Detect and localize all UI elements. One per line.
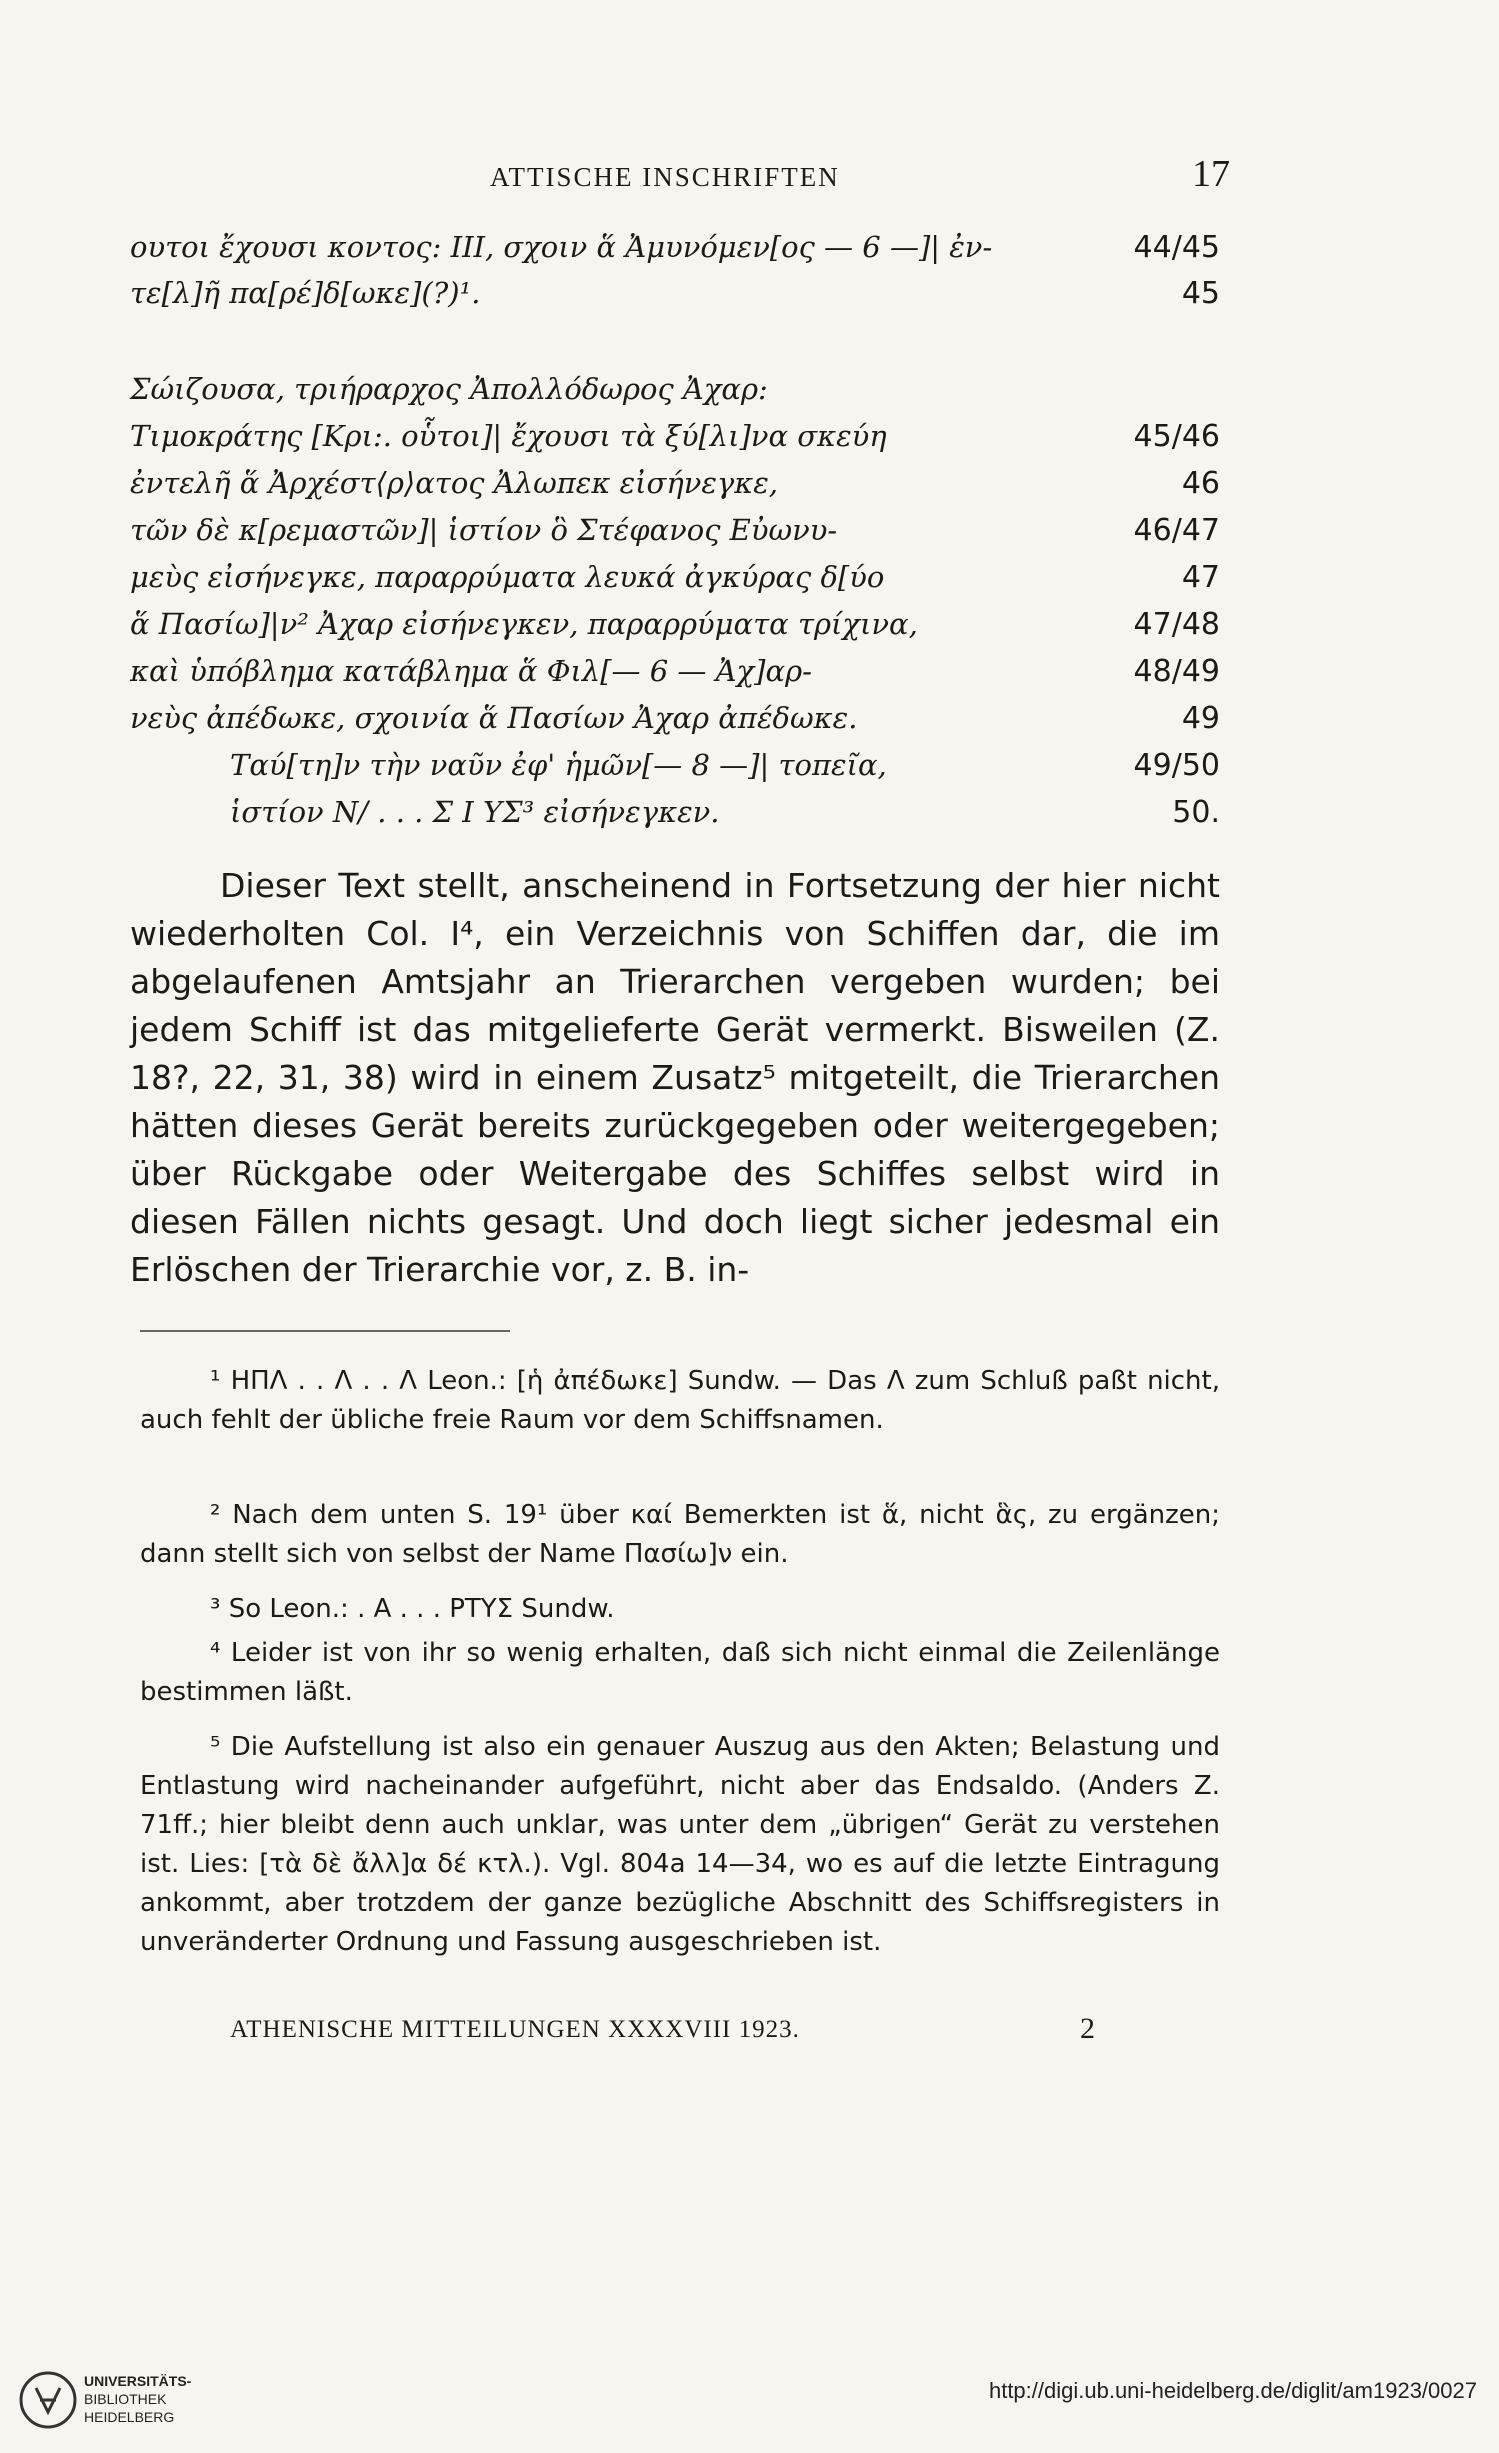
inscription-text: Ταύ[τη]ν τὴν ναῦν ἐφ' ἡμῶν[— 8 —]| τοπεῖα, bbox=[230, 748, 887, 782]
inscription-text: νεὺς ἀπέδωκε, σχοινία ἅ Πασίων Ἀχαρ ἀπέδωκε. bbox=[130, 701, 858, 735]
footnote-5: ⁵ Die Aufstellung ist also ein genauer Auszug aus den Akten; Belastung und Entlastung wird nacheinander aufgeführt, nicht aber das Endsaldo. (Anders Z. 71ff.; hier bleibt denn auch unklar, was unter dem „übrigen“ Gerät zu verstehen ist. Lies: [τὰ δὲ ἄλλ]α δέ κτλ.). Vgl. 804a 14—34, wo es auf die letzte Eintragung ankommt, aber trotzdem der ganze bezügliche Abschnitt des Schiffsregisters in unveränderter Ordnung und Fassung ausgeschrieben ist. bbox=[140, 1732, 1220, 1957]
inscription-text: ουτοι ἔχουσι κοντος: ΙΙΙ, σχοιν ἅ Ἀμυνόμεν[ος — 6 —]| ἐν- bbox=[130, 230, 993, 264]
inscription-text: τε[λ]ῆ πα[ρέ]δ[ωκε](?)¹. bbox=[130, 276, 481, 310]
inscription-line bbox=[130, 560, 1220, 606]
library-logo bbox=[18, 2366, 238, 2436]
footnote-3: ³ So Leon.: . Α . . . ΡΤΥΣ Sundw. bbox=[210, 1594, 615, 1624]
footnote-1: ¹ ΗΠΛ . . Λ . . Λ Leon.: [ἡ ἀπέδωκε] Sundw. — Das Λ zum Schluß paßt nicht, auch fehlt der übliche freie Raum vor dem Schiffsnamen. bbox=[140, 1366, 1220, 1435]
inscription-text: καὶ ὑπόβλημα κατάβλημα ἅ Φιλ[— 6 — Ἀχ]αρ- bbox=[130, 654, 812, 688]
inscription-line bbox=[130, 795, 1220, 841]
inscription-text: ἱστίον Ν/ . . . Σ Ι ΥΣ³ εἰσήνεγκεν. bbox=[230, 795, 720, 829]
journal-footer bbox=[230, 2012, 1130, 2045]
page-number: 17 bbox=[1192, 153, 1230, 195]
inscription-line bbox=[130, 230, 1220, 276]
inscription-text: τῶν δὲ κ[ρεμαστῶν]| ἱστίον ὃ Στέφανος Εὐωνυ- bbox=[130, 513, 838, 547]
inscription-line bbox=[130, 466, 1220, 512]
inscription-line bbox=[130, 607, 1220, 653]
line-number: 48/49 bbox=[1133, 654, 1220, 689]
inscription-text: ἐντελῆ ἅ Ἀρχέστ⟨ρ⟩ατος Ἀλωπεκ εἰσήνεγκε, bbox=[130, 466, 779, 500]
inscription-line bbox=[130, 748, 1220, 794]
line-number: 49 bbox=[1181, 701, 1220, 736]
inscription-line bbox=[130, 419, 1220, 465]
line-number: 47 bbox=[1181, 560, 1220, 595]
inscription-text: Τιμοκράτης [Κρι:. οὗτοι]| ἔχουσι τὰ ξύ[λι]να σκεύη bbox=[130, 419, 887, 453]
library-name: UNIVERSITÄTS- BIBLIOTHEK HEIDELBERG bbox=[84, 2373, 192, 2425]
footnote-divider bbox=[140, 1330, 510, 1332]
inscription-line bbox=[130, 513, 1220, 559]
inscription-line bbox=[130, 701, 1220, 747]
journal-title: ATHENISCHE MITTEILUNGEN XXXXVIII 1923. bbox=[230, 2016, 800, 2043]
line-number: 49/50 bbox=[1133, 748, 1220, 783]
line-number: 46 bbox=[1181, 466, 1220, 501]
commentary-paragraph: Dieser Text stellt, anscheinend in Fortsetzung der hier nicht wiederholten Col. I⁴, ein Verzeichnis von Schiffen dar, die im abgelaufenen Amtsjahr an Trierarchen vergeben wurden; bei jedem Schiff ist das mitgelieferte Gerät vermerkt. Bisweilen (Z. 18?, 22, 31, 38) wird in einem Zusatz⁵ mitgeteilt, die Trierarchen hätten dieses Gerät bereits zurückgegeben oder weitergegeben; über Rückgabe oder Weitergabe des Schiffes selbst wird in diesen Fällen nichts gesagt. Und doch liegt sicher jedesmal ein Erlöschen der Trierarchie vor, z. B. in- bbox=[130, 866, 1220, 1289]
line-number: 45 bbox=[1181, 276, 1220, 311]
inscription-line bbox=[130, 372, 1220, 418]
line-number: 50. bbox=[1172, 795, 1220, 830]
line-number: 46/47 bbox=[1133, 513, 1220, 548]
line-number: 47/48 bbox=[1133, 607, 1220, 642]
inscription-line bbox=[130, 654, 1220, 700]
inscription-text: μεὺς εἰσήνεγκε, παραρρύματα λευκά ἀγκύρας δ[ύο bbox=[130, 560, 885, 594]
signature-mark: 2 bbox=[1080, 2012, 1096, 2045]
inscription-line bbox=[130, 276, 1220, 322]
footnote-2: ² Nach dem unten S. 19¹ über καί Bemerkten ist ἅ, nicht ἃς, zu ergänzen; dann stellt sich von selbst der Name Πασίω]ν ein. bbox=[140, 1500, 1220, 1569]
page-header bbox=[130, 153, 1230, 202]
source-url-link[interactable]: http://digi.ub.uni-heidelberg.de/diglit/am1923/0027 bbox=[988, 2378, 1477, 2403]
line-number: 45/46 bbox=[1133, 419, 1220, 454]
library-seal-icon bbox=[18, 2370, 78, 2430]
line-number: 44/45 bbox=[1133, 230, 1220, 265]
footnote-4: ⁴ Leider ist von ihr so wenig erhalten, daß sich nicht einmal die Zeilenlänge bestimmen läßt. bbox=[140, 1638, 1220, 1707]
inscription-text: Σώιζουσα, τριήραρχος Ἀπολλόδωρος Ἀχαρ: bbox=[130, 372, 768, 406]
running-head: ATTISCHE INSCHRIFTEN bbox=[490, 162, 840, 192]
inscription-text: ἅ Πασίω]|ν² Ἀχαρ εἰσήνεγκεν, παραρρύματα τρίχινα, bbox=[130, 607, 918, 641]
